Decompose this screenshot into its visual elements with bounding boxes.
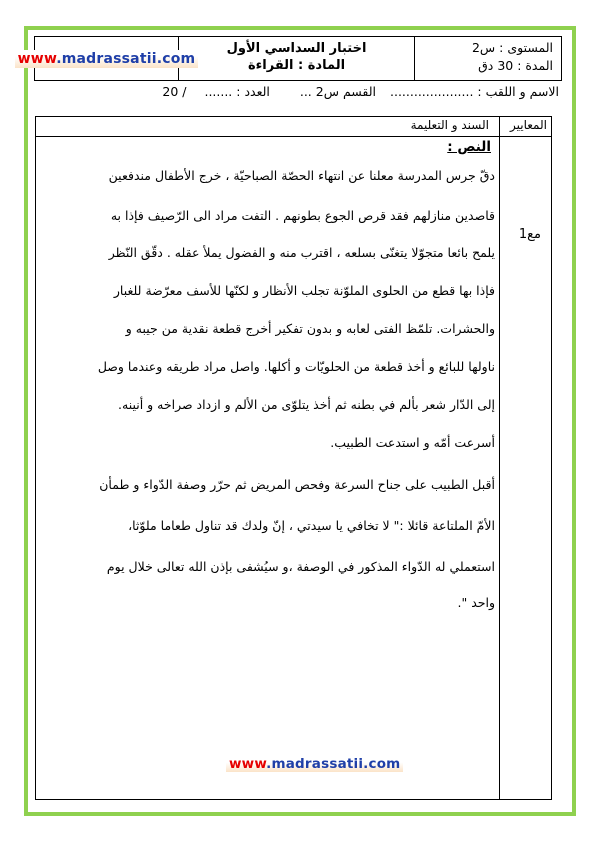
criterion-label: مع1 bbox=[518, 227, 541, 242]
footer-website-link[interactable]: www.madrassatii.com bbox=[226, 756, 403, 772]
passage-line: والحشرات. تلمّظ الفتى لعابه و بدون تفكير أخرج قطعة نقدية من جيبه و bbox=[125, 321, 495, 336]
text-title: النص : bbox=[447, 139, 491, 155]
exam-table bbox=[35, 116, 552, 800]
passage-line: استعملي له الدّواء المذكور في الوصفة ،و سيُشفى بإذن الله تعالى خلال يوم bbox=[106, 559, 495, 574]
header-row-divider bbox=[36, 136, 551, 137]
passage-line: ناولها للبائع و أخذ قطعة من الحلويّات و أكلها. واصل مراد طريقه وعندما وصل bbox=[97, 359, 495, 374]
passage-line: قاصدين منازلهم فقد قرص الجوع بطونهم . التفت مراد الى الرّصيف فإذا به bbox=[110, 208, 495, 223]
header-website-link[interactable]: www.madrassatii.com bbox=[15, 50, 199, 68]
duration-label: المدة : 30 دق bbox=[478, 58, 553, 73]
passage-line: دقّ جرس المدرسة معلنا عن انتهاء الحصّة الصباحيّة ، خرج الأطفال مندفعين bbox=[108, 168, 495, 183]
student-name-field: الاسم و اللقب : ..................... bbox=[390, 84, 559, 99]
grade-number-field: العدد : ....... bbox=[204, 84, 270, 99]
subject-label: المادة : القراءة bbox=[247, 58, 346, 73]
header-website-cell bbox=[17, 37, 196, 80]
level-label: المستوى : س2 bbox=[471, 40, 553, 55]
header-title-cell bbox=[179, 37, 415, 80]
exam-title: اختبار السداسي الأول bbox=[226, 41, 367, 56]
grade-total: / 20 bbox=[162, 84, 187, 99]
footer-website bbox=[226, 753, 403, 772]
column-divider bbox=[499, 117, 500, 799]
basis-header: السند و التعليمة bbox=[410, 118, 489, 132]
passage bbox=[42, 155, 495, 616]
student-info-line bbox=[29, 84, 559, 99]
passage-line: يلمح بائعا متجوّلا يتغنّى بسلعه ، اقترب منه و الفضول يملأ عقله . دقّق النّظر bbox=[108, 245, 495, 260]
reading-text bbox=[42, 139, 495, 616]
passage-line: الأمّ الملتاعة قائلا :" لا تخافي يا سيدتي ، إنّ ولدك قد تناول طعاما ملوّثا، bbox=[128, 518, 495, 533]
passage-line: أقبل الطبيب على جناح السرعة وفحص المريض ثم حرّر وصفة الدّواء و طمأن bbox=[99, 477, 495, 492]
exam-header bbox=[17, 36, 562, 81]
passage-line: واحد ". bbox=[457, 595, 495, 610]
section-field: القسم س2 ... bbox=[299, 84, 377, 99]
passage-line: إلى الدّار شعر بألم في بطنه ثم أخذ يتلوّى من الألم و ازداد صراخه و أنينه. bbox=[118, 397, 495, 412]
passage-line: فإذا بها قطع من الحلوى الملوّنة تجلب الأنظار و لكنّها للأسف معرّضة للغبار bbox=[113, 283, 495, 298]
header-level-cell bbox=[415, 37, 561, 80]
passage-line: أسرعت أمّه و استدعت الطبيب. bbox=[330, 435, 495, 450]
criteria-header: المعايير bbox=[510, 118, 547, 132]
